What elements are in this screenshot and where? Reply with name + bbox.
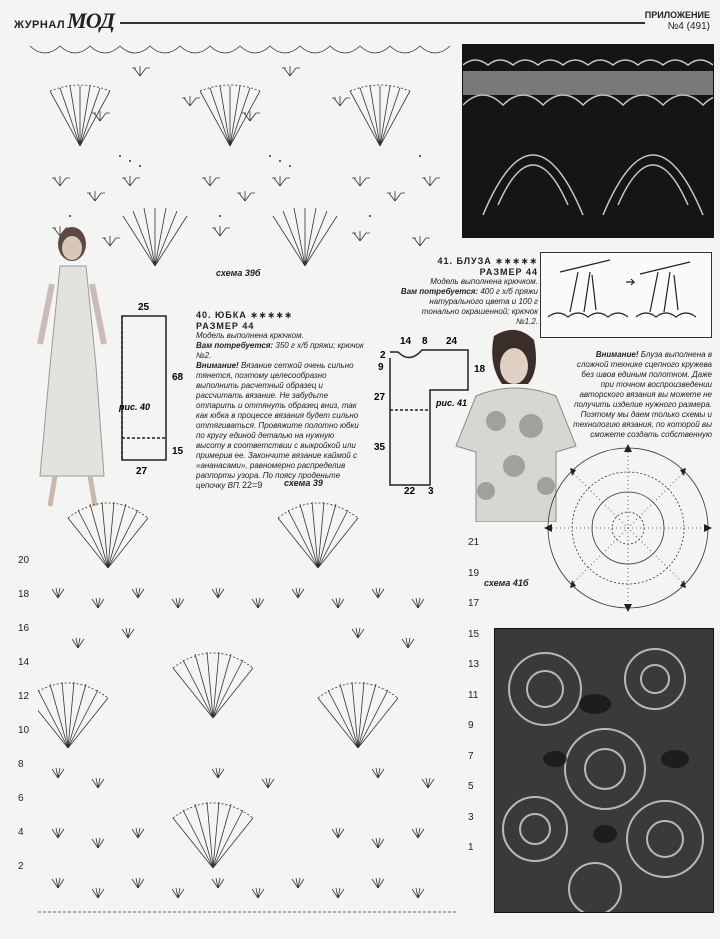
row-number: 4: [18, 827, 24, 838]
row-number: 3: [468, 811, 474, 823]
row-number: 18: [18, 589, 30, 600]
row-number: 14: [18, 657, 30, 668]
row-number: 10: [18, 725, 30, 736]
issue-number: №4 (491): [667, 21, 710, 32]
blouse-dim-14: 14: [400, 336, 412, 347]
row-number: 16: [18, 623, 30, 634]
round-motif-label: схема 41б: [484, 578, 529, 588]
model-skirt-photo: [20, 224, 120, 514]
blouse-dim-3: 3: [428, 486, 434, 496]
bottom-chart-note: 22=9: [242, 480, 263, 490]
blouse-dim-9: 9: [378, 362, 384, 373]
magazine-prefix: ЖУРНАЛ: [14, 19, 66, 31]
blouse-pattern-label: рис. 41: [436, 398, 468, 408]
skirt-model-line: Модель выполнена крючком.: [196, 331, 304, 340]
row-number: 17: [468, 598, 480, 609]
skirt-size: РАЗМЕР 44: [196, 321, 255, 331]
row-number: 9: [468, 720, 474, 731]
row-number: 20: [18, 555, 30, 566]
issue-info: [645, 10, 710, 32]
blouse-materials-label: Вам потребуется:: [400, 287, 479, 296]
skirt-dim-bottom: 27: [136, 466, 148, 476]
magazine-masthead: [14, 8, 114, 34]
blouse-dim-27: 27: [374, 392, 386, 403]
row-numbers-right: [468, 528, 479, 864]
blouse-title: 41. БЛУЗА ∗∗∗∗∗: [437, 256, 538, 266]
magazine-name: МОД: [67, 8, 115, 33]
row-number: 5: [468, 781, 474, 792]
skirt-materials-label: Вам потребуется:: [196, 341, 274, 350]
blouse-attention-label: Внимание!: [595, 350, 639, 359]
header-rule: [120, 22, 645, 24]
row-number: 21: [468, 537, 480, 548]
row-number: 11: [468, 689, 479, 701]
row-number: 19: [468, 567, 480, 579]
lace-border-image: [463, 45, 713, 237]
skirt-pattern-label: рис. 40: [119, 402, 151, 412]
blouse-dim-18: 18: [474, 364, 486, 375]
row-number: 15: [468, 628, 480, 640]
row-number: 7: [468, 750, 474, 762]
row-number: 2: [18, 861, 24, 872]
bottom-chart-label: схема 39: [284, 478, 323, 488]
row-number: 8: [18, 759, 24, 770]
blouse-description: [400, 256, 538, 327]
row-number: 1: [468, 842, 474, 853]
skirt-dim-height: 68: [172, 372, 184, 383]
blouse-dim-24: 24: [446, 336, 458, 347]
row-numbers-left: [18, 544, 29, 884]
skirt-title: 40. ЮБКА ∗∗∗∗∗: [196, 310, 293, 320]
row-number: 6: [18, 793, 24, 804]
skirt-dim-band: 15: [172, 446, 184, 457]
blouse-materials-text: 400 г х/б пряжи натурального цвета и 100 г тонально окрашенной; крючок №1,2.: [421, 287, 538, 326]
top-chart-label: схема 39б: [216, 268, 261, 278]
blouse-dim-22: 22: [404, 486, 416, 496]
skirt-description: [196, 310, 364, 491]
skirt-attention-text: Вязание сеткой очень сильно тянется, поэтому целесообразно выполнить расчетный образец и рассчитать вязание. Не забудьте отпарить и оттянуть образец вниз, так как юбка в процессе вязания будет сильно оттягиваться. Провяжите полотно юбки по кругу единой деталью на нужную высоту в соответствии с выкройкой или примерив ее. Закончите вязание каймой с «ананасами», равномерно распределив раппорты узора. По поясу проденьте цепочку ВП.: [196, 361, 359, 490]
blouse-attention: [566, 350, 712, 440]
round-motif-chart: [540, 440, 715, 615]
skirt-materials-text: 350 г х/б пряжи; крючок №2.: [196, 341, 364, 360]
row-number: 13: [468, 659, 480, 670]
blouse-size: РАЗМЕР 44: [479, 267, 538, 277]
blouse-dim-8: 8: [422, 336, 428, 347]
skirt-dim-top: 25: [138, 302, 150, 313]
blouse-attention-text: Блуза выполнена в сложной технике сцепного кружева без швов единым полотном. Даже при точном воспроизведении авторского вязания вы можете не получить изделие нужного размера. Поэтому мы даем только схемы и технологию вязания, по которой вы сможете создать собственную: [573, 350, 712, 439]
lace-motif-image: [495, 629, 713, 912]
supplement-label: ПРИЛОЖЕНИЕ: [644, 10, 710, 20]
lace-border-photo: [462, 44, 714, 238]
lace-motif-photo: [494, 628, 714, 913]
sprig-rows: [52, 588, 434, 898]
blouse-dim-2: 2: [380, 350, 386, 361]
blouse-model-line: Модель выполнена крючком.: [430, 277, 538, 286]
bottom-crochet-chart: [38, 488, 458, 916]
row-number: 12: [18, 691, 30, 702]
skirt-attention-label: Внимание!: [196, 361, 239, 370]
blouse-dim-35: 35: [374, 442, 386, 453]
